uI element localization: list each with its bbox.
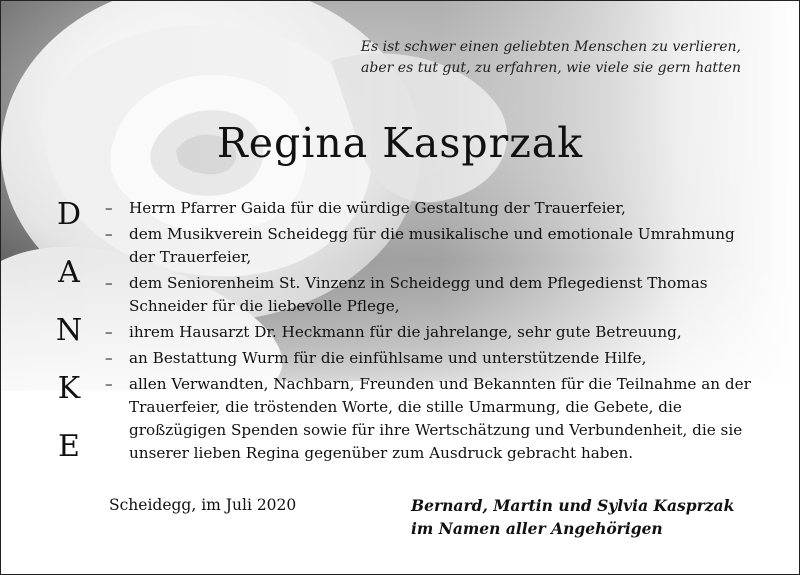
place-and-date: Scheidegg, im Juli 2020 (109, 496, 297, 514)
dash-bullet: – (105, 199, 113, 217)
thanks-text: Herrn Pfarrer Gaida für die würdige Gestaltung der Trauerfeier, (129, 199, 626, 217)
deceased-name: Regina Kasprzak (216, 119, 584, 167)
thanks-text: dem Seniorenheim St. Vinzenz in Scheidegg und dem Pflegedienst Thomas Schneider für die liebevolle Pflege, (129, 274, 708, 315)
danke-vertical-word (49, 197, 89, 487)
thanks-item (105, 347, 755, 370)
thanks-item (105, 223, 755, 269)
signature-block (411, 494, 734, 540)
signature-subline: im Namen aller Angehörigen (411, 519, 663, 538)
thanks-text: dem Musikverein Scheidegg für die musikalische und emotionale Umrahmung der Trauerfeier, (129, 225, 735, 266)
memorial-quote (321, 37, 741, 79)
thanks-item (105, 272, 755, 318)
thanks-list (105, 197, 755, 468)
dash-bullet: – (105, 375, 113, 393)
thanks-text: ihrem Hausarzt Dr. Heckmann für die jahrelange, sehr gute Betreuung, (129, 323, 682, 341)
danke-letter: A (58, 255, 80, 290)
dash-bullet: – (105, 274, 113, 292)
thanks-item (105, 373, 755, 465)
thanks-item (105, 197, 755, 220)
danke-letter: N (55, 313, 83, 348)
dash-bullet: – (105, 349, 113, 367)
thanks-text: an Bestattung Wurm für die einfühlsame und unterstützende Hilfe, (129, 349, 647, 367)
thanks-item (105, 321, 755, 344)
quote-line-1: Es ist schwer einen geliebten Menschen zu verlieren, (360, 39, 741, 55)
danke-letter: E (58, 429, 80, 464)
quote-line-2: aber es tut gut, zu erfahren, wie viele sie gern hatten (361, 60, 741, 76)
thanks-text: allen Verwandten, Nachbarn, Freunden und Bekannten für die Teilnahme an der Trauerfeier, die tröstenden Worte, die stille Umarmung, die Gebete, die großzügigen Spenden sowie für ihre Wertschätzung und Verbundenheit, die sie unserer lieben Regina gegenüber zum Ausdruck gebracht haben. (129, 375, 751, 462)
signature-names: Bernard, Martin und Sylvia Kasprzak (411, 496, 735, 515)
dash-bullet: – (105, 323, 113, 341)
dash-bullet: – (105, 225, 113, 243)
danke-letter: K (57, 371, 81, 406)
danke-letter: D (56, 197, 82, 232)
